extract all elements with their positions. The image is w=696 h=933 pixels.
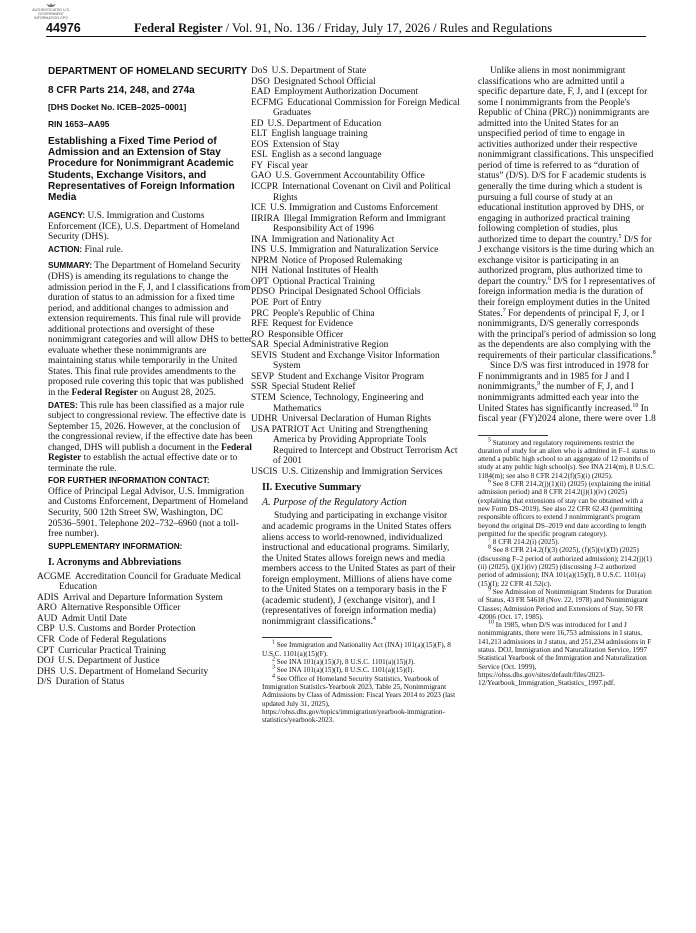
acronym-term: AUD	[37, 613, 58, 624]
acronym-entry	[37, 666, 253, 678]
acronym-definition: Special Administrative Region	[273, 340, 389, 351]
acronym-term: SSR	[251, 382, 268, 393]
page-header	[46, 20, 646, 37]
footnote-number: 3	[272, 664, 275, 671]
acronym-term: ARO	[37, 603, 57, 614]
acronym-term: D/S	[37, 677, 52, 688]
acronym-term: OPT	[251, 276, 269, 287]
footnotes	[262, 641, 461, 724]
acronym-entry	[251, 287, 461, 298]
acronym-term: STEM	[251, 392, 277, 403]
action-paragraph: ACTION: Final rule.	[48, 244, 123, 255]
acronym-entry	[251, 213, 461, 235]
acronym-definition: English as a second language	[271, 150, 382, 161]
acronym-term: UDHR	[251, 414, 278, 425]
rule-title: Establishing a Fixed Time Period of Admission and an Extension of Stay Procedure for Nonimmigrant Academic Students, Exchange Visitors, and Representatives of Foreign Information Media	[48, 136, 235, 204]
acronym-list-continued	[251, 66, 461, 477]
publication-name: Federal Register	[134, 20, 223, 35]
acronym-definition: Universal Declaration of Human Rights	[281, 414, 432, 425]
acronym-entry	[251, 234, 461, 246]
supplementary-label: SUPPLEMENTARY INFORMATION:	[48, 541, 183, 551]
acronym-entry	[37, 592, 253, 604]
acronym-term: ELT	[251, 129, 268, 140]
subsection-heading-purpose: A. Purpose of the Regulatory Action	[262, 496, 407, 508]
acronym-term: FY	[251, 160, 263, 171]
footnote-number: 4	[272, 673, 275, 680]
acronym-term: SAR	[251, 340, 270, 351]
acronym-definition: Science, Technology, Engineering and Mathematics	[273, 392, 424, 414]
acronym-term: DoS	[251, 66, 268, 76]
contact-label: FOR FURTHER INFORMATION CONTACT:	[48, 476, 210, 486]
acronym-definition: Duration of Status	[55, 677, 125, 688]
acronym-definition: National Institutes of Health	[271, 266, 379, 277]
footnote-number: 8	[488, 545, 491, 552]
footnote-number: 7	[488, 536, 491, 543]
acronym-entry	[251, 371, 461, 383]
acronym-entry	[251, 76, 461, 88]
docket-number: [DHS Docket No. ICEB–2025–0001]	[48, 102, 187, 112]
acronym-definition: Port of Entry	[272, 298, 322, 309]
footnote-number: 5	[488, 437, 491, 444]
acronym-entry	[251, 150, 461, 161]
footnote	[262, 666, 461, 674]
acronym-term: ICCPR	[251, 182, 279, 193]
acronym-entry	[251, 319, 461, 330]
acronym-entry	[37, 677, 253, 688]
acronym-entry	[251, 245, 461, 256]
acronym-entry	[251, 160, 461, 172]
acronym-definition: Educational Commission for Foreign Medical Graduates	[273, 97, 460, 119]
acronym-term: ICE	[251, 203, 267, 214]
agency-heading: DEPARTMENT OF HOMELAND SECURITY	[48, 66, 248, 77]
footnote-text: In 1985, when D/S was introduced for I and J nonimmigrants, there were 16,753 admissions in I status, 141,213 admissions in J status, and 251,234 admissions in F status. DOJ, Immigration and Naturalization Service, 1997 Statistical Yearbook of the Immigration and Naturalization Service (Oct. 1999), https://ohss.dhs.gov/sites/default/files/2023-12/Yearbook_Immigration_Statistics_1997.pdf.	[478, 621, 652, 688]
acronym-entry	[251, 266, 461, 277]
acronym-term: DOJ	[37, 656, 55, 667]
history-paragraph: Since D/S was first introduced in 1978 for F nonimmigrants and in 1985 for J and I nonimmigrants,$^9$ the number of F, J, and I nonimmigrants admitted each year into the United States has significantly increased.$^{10}$ In fiscal year (FY)2024 alone, there were over 1.8	[478, 361, 656, 425]
footnote	[478, 439, 656, 480]
acronym-definition: Request for Evidence	[272, 319, 353, 330]
footnote-number: 2	[272, 656, 275, 663]
footnote-divider	[478, 435, 548, 436]
footnote-number: 10	[488, 619, 494, 626]
duration-of-status-paragraph: Unlike aliens in most nonimmigrant classifications who are admitted until a specific departure date, F, J, and I (except for some I nonimmigrants from the People's Republic of China (PRC)) nonimmigrants are admitted into the United States for an unspecified period of time to engage in activities authorized under their respective nonimmigrant classifications. This unspecified period of time is referred to as “duration of status” (D/S). D/S for F academic students is generally the time during which a student is pursuing a full course of study at an educational institution approved by DHS, or engaging in authorized practical training following completion of studies, plus authorized time to depart the country.$^5$ D/S for J exchange visitors is the time during which an exchange visitor is participating in an authorized program, plus authorized time to depart the country.$^6$ D/S for I representatives of foreign information media is the duration of their foreign employment duties in the United States.$^7$ For dependents of principal F, J, or I nonimmigrants, D/S generally corresponds with the principal's period of admission so long as the dependents are also complying with the requirements of their particular classifications.$^8$	[478, 66, 656, 361]
footnote-text: 8 CFR 214.2(i) (2025).	[492, 538, 560, 547]
acronym-definition: U.S. Department of Education	[267, 118, 382, 129]
acronym-term: IIRIRA	[251, 213, 280, 224]
footnote-text: See 8 CFR 214.2(f)(3) (2025), (f)(5)(vi)(D) (2025) (discussing F–2 period of authorized admission); 214.2(j)(1)(ii) (2025), (j)(1)(iv) (2025) (discussing J–2 authorized period of admission); INA 101(a)(15)(I), 8 U.S.C. 1101(a)(15)(I); 22 CFR 41.52(c).	[478, 546, 652, 588]
acronym-term: NIH	[251, 266, 268, 277]
acronym-term: ADIS	[37, 592, 59, 603]
acronym-term: INS	[251, 245, 267, 256]
acronym-definition: U.S. Department of State	[271, 66, 367, 76]
acronym-entry	[251, 182, 461, 203]
rin-number: RIN 1653–AA95	[48, 119, 110, 129]
issue-info: / Vol. 91, No. 136 / Friday, July 17, 2026 / Rules and Regulations	[222, 20, 553, 35]
footnote-text: See INA 101(a)(15)(I), 8 U.S.C. 1101(a)(15)(I).	[276, 666, 415, 675]
acronym-entry	[251, 414, 461, 425]
acronym-term: POE	[251, 298, 269, 309]
acronym-term: PDSO	[251, 287, 275, 298]
acronym-list	[37, 571, 253, 688]
agency-paragraph: AGENCY: U.S. Immigration and Customs Enforcement (ICE), U.S. Department of Homeland Security (DHS).	[48, 211, 240, 243]
acronym-entry	[251, 329, 461, 341]
acronym-entry	[251, 129, 461, 140]
column-3	[478, 66, 656, 688]
acronym-entry	[37, 656, 253, 667]
acronym-definition: Code of Federal Regulations	[58, 635, 167, 645]
acronym-term: RO	[251, 329, 265, 340]
acronym-definition: Accreditation Council for Graduate Medical Education	[59, 571, 241, 593]
acronym-term: NPRM	[251, 255, 278, 266]
column-2	[251, 66, 461, 725]
acronym-entry	[37, 635, 253, 646]
acronym-definition: U.S. Department of Homeland Security	[59, 666, 209, 677]
acronym-entry	[37, 613, 253, 625]
acronym-term: EOS	[251, 139, 269, 150]
acronym-definition: Illegal Immigration Reform and Immigrant Responsibility Act of 1996	[273, 213, 446, 235]
acronym-entry	[251, 392, 461, 414]
acronym-term: GAO	[251, 171, 272, 182]
acronym-definition: Special Student Relief	[271, 382, 356, 393]
acronym-entry	[251, 298, 461, 309]
acronym-entry	[251, 466, 461, 478]
acronym-definition: U.S. Immigration and Customs Enforcement	[270, 203, 438, 214]
footnote	[262, 641, 461, 658]
footnote-number: 9	[488, 586, 491, 593]
acronym-definition: Admit Until Date	[61, 613, 127, 624]
footnote	[262, 675, 461, 725]
footnote-text: See Immigration and Nationality Act (INA) 101(a)(15)(F), 8 U.S.C. 1101(a)(15)(F).	[262, 641, 451, 658]
acronym-term: CFR	[37, 635, 55, 645]
acronym-entry	[251, 87, 461, 98]
acronym-definition: Employment Authorization Document	[274, 87, 419, 98]
acronym-entry	[251, 97, 461, 119]
acronym-term: ED	[251, 118, 264, 129]
acronym-definition: Curricular Practical Training	[58, 645, 166, 656]
footnote-text: See Admission of Nonimmigrant Students for Duration of Status, 43 FR 54618 (Nov. 22, 1978) and Nonimmigrant Classes; Admission Period and Extensions of Stay, 50 FR 42006 (Oct. 17, 1985).	[478, 587, 652, 621]
acronym-definition: Optional Practical Training	[272, 276, 375, 287]
acronym-term: CPT	[37, 645, 55, 656]
running-title	[134, 21, 552, 36]
footnotes	[478, 439, 656, 688]
acronym-definition: Fiscal year	[266, 160, 308, 171]
acronym-term: CBP	[37, 624, 55, 635]
acronym-definition: Uniting and Strengthening America by Providing Appropriate Tools Required to Intercept and Obstruct Terrorism Act of 2001	[273, 424, 458, 467]
acronym-definition: People's Republic of China	[272, 308, 375, 319]
acronym-definition: Responsible Officer	[268, 329, 344, 340]
acronym-entry	[37, 624, 253, 635]
acronym-definition: Alternative Responsible Officer	[60, 603, 181, 614]
footnote-text: See 8 CFR 214.2(j)(1)(ii) (2025) (explaining the initial admission period) and 8 CFR 214.2(j)(1)(iv) (2025) (explaining that extensions of stay can be obtained with a new Form DS–2019). See also 22 CFR 62.43 (permitting responsible officers to extend J nonimmigrant's program beyond the original DS–2019 end date according to length permitted for the specific program category).	[478, 480, 651, 538]
acronym-entry	[251, 308, 461, 320]
footnote-text: Statutory and regulatory requirements restrict the duration of study for an alien who is admitted in F–1 status to attend a public high school to an aggregate of 12 months of study at any public high school(s). See INA 214(m), 8 U.S.C. 1184(m); see also 8 CFR 214.2(f)(5)(i) (2025).	[478, 438, 656, 480]
acronym-definition: International Covenant on Civil and Political Rights	[273, 182, 451, 203]
acronym-entry	[251, 255, 461, 267]
acronym-term: USA PATRIOT Act	[251, 424, 325, 435]
column-1	[37, 66, 253, 688]
acronym-definition: U.S. Citizenship and Immigration Services	[281, 466, 443, 477]
footnote-text: See INA 101(a)(15)(J), 8 U.S.C. 1101(a)(15)(J).	[276, 658, 416, 667]
acronym-term: ECFMG	[251, 97, 284, 108]
acronym-entry	[251, 66, 461, 77]
acronym-term: EAD	[251, 87, 271, 98]
footnote-divider	[262, 637, 332, 638]
acronym-term: DHS	[37, 666, 56, 677]
acronym-entry	[37, 645, 253, 657]
acronym-definition: U.S. Customs and Border Protection	[58, 624, 196, 635]
acronym-definition: Designated School Official	[273, 76, 376, 87]
acronym-definition: Arrival and Departure Information System	[62, 592, 223, 603]
acronym-definition: Principal Designated School Officials	[278, 287, 421, 298]
footnote-number: 1	[272, 640, 275, 647]
acronym-term: PRC	[251, 308, 269, 319]
acronym-entry	[37, 603, 253, 614]
acronym-entry	[251, 340, 461, 351]
section-heading-executive-summary: II. Executive Summary	[262, 482, 362, 494]
acronym-definition: Student and Exchange Visitor Information System	[273, 350, 440, 372]
footnote	[478, 546, 656, 587]
acronym-term: INA	[251, 234, 268, 245]
footnote	[478, 621, 656, 687]
acronym-definition: Notice of Proposed Rulemaking	[281, 255, 403, 266]
acronym-entry	[251, 382, 461, 393]
page-number: 44976	[46, 21, 81, 35]
acronym-term: SEVIS	[251, 350, 278, 361]
acronym-entry	[251, 276, 461, 288]
acronym-entry	[251, 118, 461, 130]
acronym-definition: U.S. Immigration and Naturalization Service	[270, 245, 439, 256]
acronym-definition: U.S. Department of Justice	[58, 656, 160, 667]
acronym-term: USCIS	[251, 466, 278, 477]
acronym-definition: Student and Exchange Visitor Program	[277, 371, 425, 382]
acronym-entry	[251, 203, 461, 214]
acronym-entry	[37, 571, 253, 593]
acronym-definition: English language training	[271, 129, 368, 140]
footnote	[478, 588, 656, 621]
acronym-term: RFE	[251, 319, 269, 330]
footnote-number: 6	[488, 478, 491, 485]
summary-paragraph: SUMMARY: The Department of Homeland Security (DHS) is amending its regulations to change the admission period in the F, J, and I classifications from duration of status to an admission for a fixed time period, and additional changes to admission and extension requirements. This final rule will provide additional protections and oversight of these nonimmigrant categories and will allow DHS to better evaluate whether these nonimmigrants are maintaining status while temporarily in the United States. This final rule provides amendments to the proposed rule covering this topic that was published in the Federal Register on August 28, 2025.	[48, 261, 252, 398]
cfr-parts: 8 CFR Parts 214, 248, and 274a	[48, 85, 195, 96]
acronym-entry	[251, 139, 461, 151]
acronym-entry	[251, 424, 461, 467]
acronym-definition: Immigration and Nationality Act	[271, 234, 395, 245]
acronym-entry	[251, 350, 461, 372]
purpose-paragraph: Studying and participating in exchange visitor and academic programs in the United States offers aliens access to world-renowned, individualized instructional and educational programs. Similarly, the United States allows foreign news and media members access to the United States as part of their foreign employment. Millions of aliens have come to the United States on a temporary basis in the F (academic student), J (exchange visitor), and I (representatives of foreign information media) nonimmigrant classifications.$^4$	[262, 511, 456, 627]
footnote	[478, 480, 656, 538]
footnote-text: See Office of Homeland Security Statistics, Yearbook of Immigration Statistics-Yearbook 2023, Table 25, Nonimmigrant Admissions by Class of Admission: Fiscal Years 2014 to 2023 (last updated July 31, 2025), https://ohss.dhs.gov/topics/immigration/yearbook-immigration-statistics/yearbook-2023.	[262, 674, 456, 725]
contact-paragraph: Office of Principal Legal Advisor, U.S. Immigration and Customs Enforcement, Department of Homeland Security, 500 12th Street SW, Washington, DC 20536–5901. Telephone 202–732–6960 (not a toll-free number).	[48, 486, 248, 540]
acronym-term: DSO	[251, 76, 270, 87]
acronym-term: ESL	[251, 150, 268, 161]
dates-paragraph: DATES: This rule has been classified as a major rule subject to congressional review. The effective date is September 15, 2026. However, at the conclusion of the congressional review, if the effective date has been changed, DHS will publish a document in the Federal Register to establish the actual effective date or to terminate the rule.	[48, 400, 253, 474]
acronym-definition: U.S. Government Accountability Office	[275, 171, 425, 182]
section-heading-acronyms: I. Acronyms and Abbreviations	[48, 557, 181, 569]
acronym-entry	[251, 171, 461, 182]
acronym-term: ACGME	[37, 571, 71, 582]
acronym-definition: Extension of Stay	[272, 139, 340, 150]
gpo-authentication-logo: AUTHENTICATED U.S. GOVERNMENT INFORMATION GPO	[28, 2, 74, 22]
acronym-term: SEVP	[251, 371, 274, 382]
